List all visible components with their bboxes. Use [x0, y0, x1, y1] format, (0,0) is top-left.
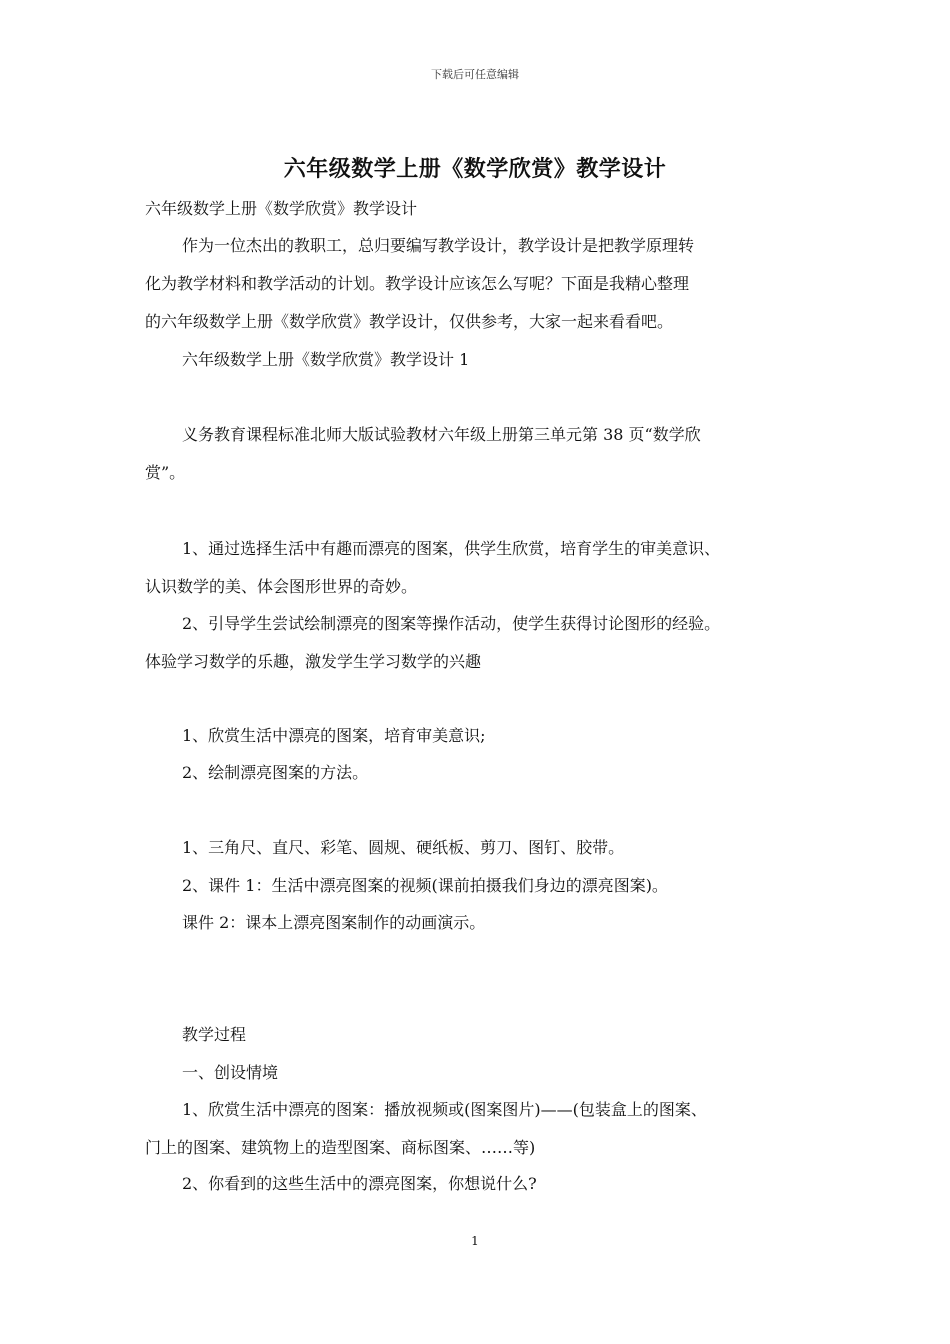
preparation-line: 课件 2：课本上漂亮图案制作的动画演示。 [182, 913, 486, 932]
preparation-line: 2、课件 1：生活中漂亮图案的视频(课前拍摄我们身边的漂亮图案)。 [182, 876, 668, 895]
document-title: 六年级数学上册《数学欣赏》教学设计 [283, 156, 667, 182]
objective-line: 2、引导学生尝试绘制漂亮的图案等操作活动，使学生获得讨论图形的经验。 [182, 614, 721, 633]
key-point-line: 2、绘制漂亮图案的方法。 [182, 763, 369, 782]
process-line: 1、欣赏生活中漂亮的图案：播放视频或(图案图片)——(包装盒上的图案、 [182, 1100, 707, 1119]
page-number: 1 [471, 1234, 479, 1248]
intro-paragraph-line: 的六年级数学上册《数学欣赏》教学设计，仅供参考，大家一起来看看吧。 [145, 312, 674, 331]
header-note: 下载后可任意编辑 [431, 68, 519, 81]
content-line: 义务教育课程标准北师大版试验教材六年级上册第三单元第 38 页“数学欣 [182, 425, 701, 444]
content-line: 赏”。 [145, 463, 186, 482]
process-heading: 教学过程 [182, 1025, 247, 1044]
objective-line: 1、通过选择生活中有趣而漂亮的图案，供学生欣赏，培育学生的审美意识、 [182, 539, 721, 558]
process-line: 门上的图案、建筑物上的造型图案、商标图案、……等) [145, 1138, 536, 1157]
intro-paragraph-line: 作为一位杰出的教职工，总归要编写教学设计，教学设计是把教学原理转 [182, 236, 695, 255]
objective-line: 体验学习数学的乐趣，激发学生学习数学的兴趣 [145, 652, 482, 671]
key-point-line: 1、欣赏生活中漂亮的图案，培育审美意识; [182, 726, 486, 745]
preparation-line: 1、三角尺、直尺、彩笔、圆规、硬纸板、剪刀、图钉、胶带。 [182, 838, 625, 857]
objective-line: 认识数学的美、体会图形世界的奇妙。 [145, 577, 418, 596]
process-subheading: 一、创设情境 [182, 1063, 279, 1082]
section-heading: 六年级数学上册《数学欣赏》教学设计 1 [182, 350, 470, 369]
subtitle-line: 六年级数学上册《数学欣赏》教学设计 [145, 199, 418, 218]
intro-paragraph-line: 化为教学材料和教学活动的计划。教学设计应该怎么写呢？下面是我精心整理 [145, 274, 690, 293]
process-line: 2、你看到的这些生活中的漂亮图案，你想说什么? [182, 1174, 537, 1193]
